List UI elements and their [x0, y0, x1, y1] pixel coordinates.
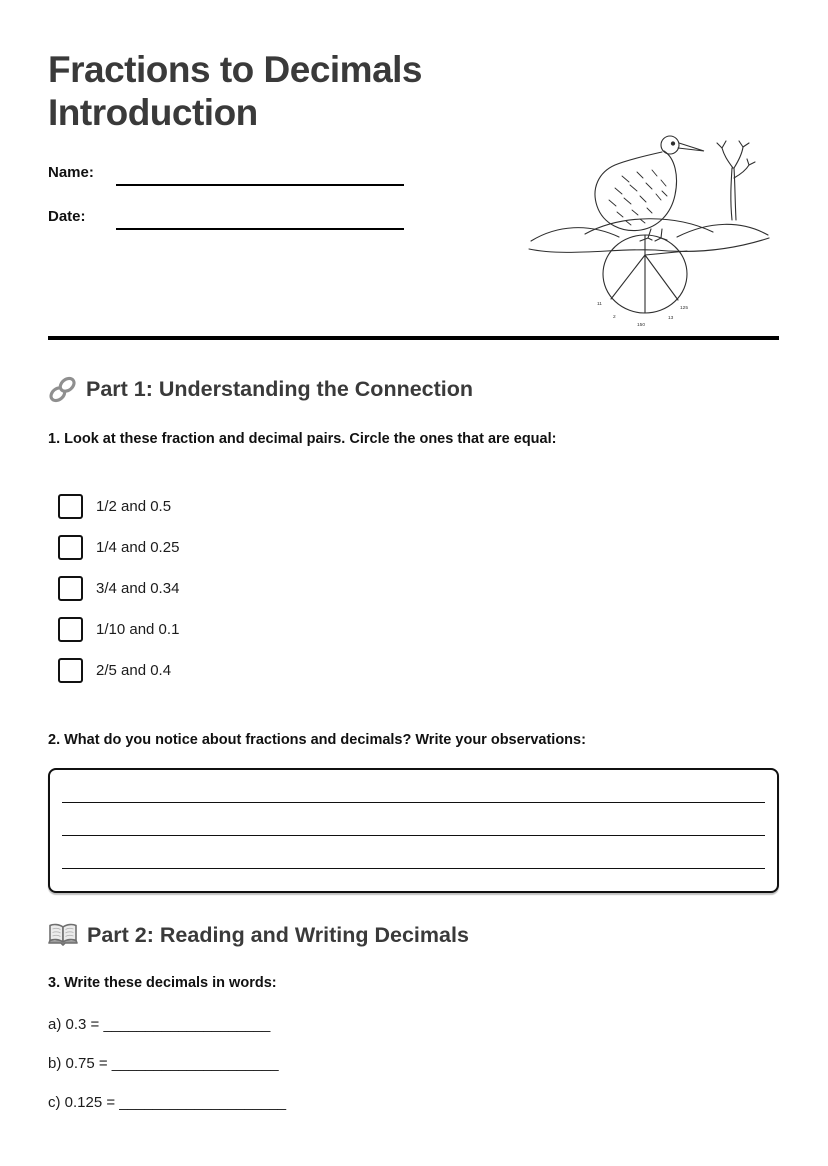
ground-line-left [529, 249, 655, 252]
page-title: Fractions to Decimals Introduction [48, 49, 423, 134]
question-2: 2. What do you notice about fractions and decimals? Write your observations: [48, 731, 586, 748]
circle-labels [597, 301, 688, 328]
pair-item [48, 658, 779, 683]
observations-writing-box [48, 768, 779, 893]
part2-heading [48, 921, 779, 949]
pair-label: 2/5 and 0.4 [96, 661, 172, 679]
circle-label: 13 [668, 316, 674, 321]
pair-label: 1/2 and 0.5 [96, 497, 172, 515]
kiwi-bird-on-fraction-circle-drawing [527, 128, 772, 328]
circle-label: 2 [613, 315, 616, 320]
name-input-line [116, 184, 404, 186]
kiwi-illustration [527, 128, 772, 328]
kiwi-eye [671, 142, 674, 145]
section-divider [48, 336, 779, 340]
checkbox[interactable] [58, 576, 83, 601]
pair-item [48, 494, 779, 519]
decimal-word-answers [48, 1016, 779, 1112]
writing-line [62, 868, 765, 869]
date-input-line [116, 228, 404, 230]
checkbox[interactable] [58, 617, 83, 642]
worksheet-page [0, 48, 828, 1112]
pair-item [48, 535, 779, 560]
date-label: Date: [48, 207, 86, 225]
kiwi-feathers [609, 170, 667, 225]
pair-label: 3/4 and 0.34 [96, 579, 180, 597]
circle-label: 150 [637, 323, 646, 328]
part1-heading-text: Part 1: Understanding the Connection [86, 377, 474, 402]
hill-left [531, 228, 619, 241]
part2-heading-text: Part 2: Reading and Writing Decimals [87, 922, 469, 947]
link-icon [48, 375, 77, 404]
kiwi-legs [648, 229, 662, 238]
pair-label: 1/4 and 0.25 [96, 538, 180, 556]
writing-line [62, 835, 765, 836]
kiwi-feet [640, 238, 667, 241]
writing-line [62, 802, 765, 803]
answer-line-a: a) 0.3 = ____________________ [48, 1015, 271, 1033]
kiwi-bird [595, 136, 704, 241]
pair-item [48, 617, 779, 642]
circle-label: 125 [680, 306, 689, 311]
circle-label: 11 [597, 302, 602, 307]
name-label: Name: [48, 163, 94, 181]
fraction-pair-list [48, 494, 779, 683]
kiwi-beak [678, 143, 704, 151]
answer-line-b: b) 0.75 = ____________________ [48, 1054, 279, 1072]
checkbox[interactable] [58, 658, 83, 683]
kiwi-body [595, 151, 677, 231]
pair-label: 1/10 and 0.1 [96, 620, 180, 638]
answer-line-c: c) 0.125 = ____________________ [48, 1093, 287, 1111]
checkbox[interactable] [58, 535, 83, 560]
book-icon [48, 921, 78, 948]
pair-item [48, 576, 779, 601]
hill-right [677, 224, 768, 237]
question-1: 1. Look at these fraction and decimal pairs. Circle the ones that are equal: [48, 430, 557, 447]
part1-heading [48, 375, 779, 404]
tree [717, 141, 755, 220]
checkbox[interactable] [58, 494, 83, 519]
question-3: 3. Write these decimals in words: [48, 974, 277, 991]
fraction-circle [603, 235, 687, 313]
